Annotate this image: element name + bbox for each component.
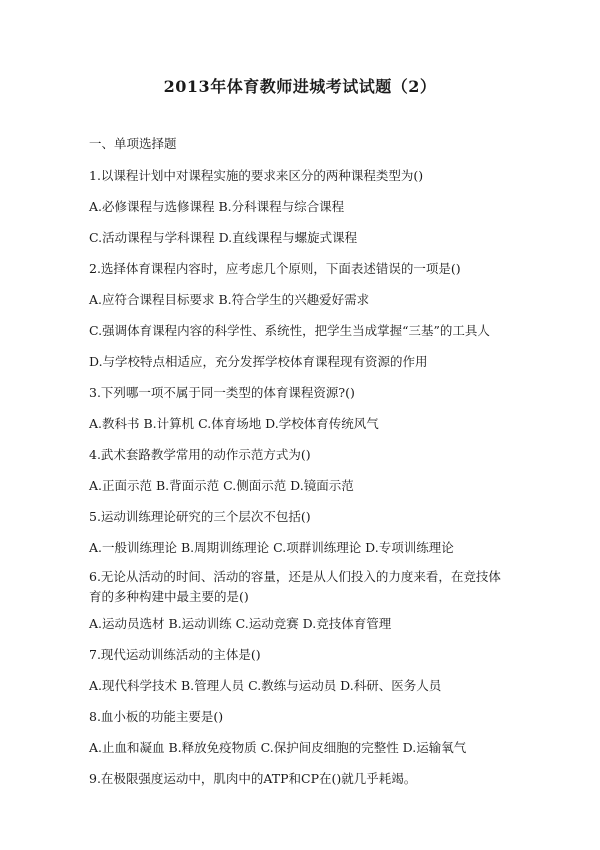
question-8-options: A.止血和凝血 B.释放免疫物质 C.保护间皮细胞的完整性 D.运输氧气 bbox=[89, 740, 467, 755]
question-6-options: A.运动员选材 B.运动训练 C.运动竞赛 D.竞技体育管理 bbox=[89, 616, 392, 631]
question-1-options-ab: A.必修课程与选修课程 B.分科课程与综合课程 bbox=[89, 199, 345, 214]
question-7-options: A.现代科学技术 B.管理人员 C.教练与运动员 D.科研、医务人员 bbox=[89, 678, 442, 693]
document-title: 2013年体育教师进城考试试题（2） bbox=[163, 77, 437, 96]
question-1-options-cd: C.活动课程与学科课程 D.直线课程与螺旋式课程 bbox=[89, 230, 358, 245]
question-6: 6.无论从活动的时间、活动的容量，还是从人们投入的力度来看，在竞技体育的多种构建中最主要的是() bbox=[89, 569, 501, 604]
question-2-option-d: D.与学校特点相适应，充分发挥学校体育课程现有资源的作用 bbox=[89, 354, 428, 369]
section-heading: 一、单项选择题 bbox=[89, 136, 177, 151]
question-4-options: A.正面示范 B.背面示范 C.侧面示范 D.镜面示范 bbox=[89, 478, 354, 493]
question-9: 9.在极限强度运动中，肌肉中的ATP和CP在()就几乎耗竭。 bbox=[89, 771, 417, 786]
question-8: 8.血小板的功能主要是() bbox=[89, 709, 224, 724]
question-1: 1.以课程计划中对课程实施的要求来区分的两种课程类型为() bbox=[89, 168, 424, 183]
question-3-options: A.教科书 B.计算机 C.体育场地 D.学校体育传统风气 bbox=[89, 416, 379, 431]
question-5: 5.运动训练理论研究的三个层次不包括() bbox=[89, 509, 311, 524]
question-3: 3.下列哪一项不属于同一类型的体育课程资源?() bbox=[89, 385, 355, 400]
question-5-options: A.一般训练理论 B.周期训练理论 C.项群训练理论 D.专项训练理论 bbox=[89, 540, 454, 555]
question-2: 2.选择体育课程内容时，应考虑几个原则，下面表述错误的一项是() bbox=[89, 261, 461, 276]
question-7: 7.现代运动训练活动的主体是() bbox=[89, 647, 261, 662]
question-4: 4.武术套路教学常用的动作示范方式为() bbox=[89, 447, 311, 462]
question-2-option-c: C.强调体育课程内容的科学性、系统性，把学生当成掌握“三基”的工具人 bbox=[89, 323, 490, 338]
question-2-options-ab: A.应符合课程目标要求 B.符合学生的兴趣爱好需求 bbox=[89, 292, 370, 307]
